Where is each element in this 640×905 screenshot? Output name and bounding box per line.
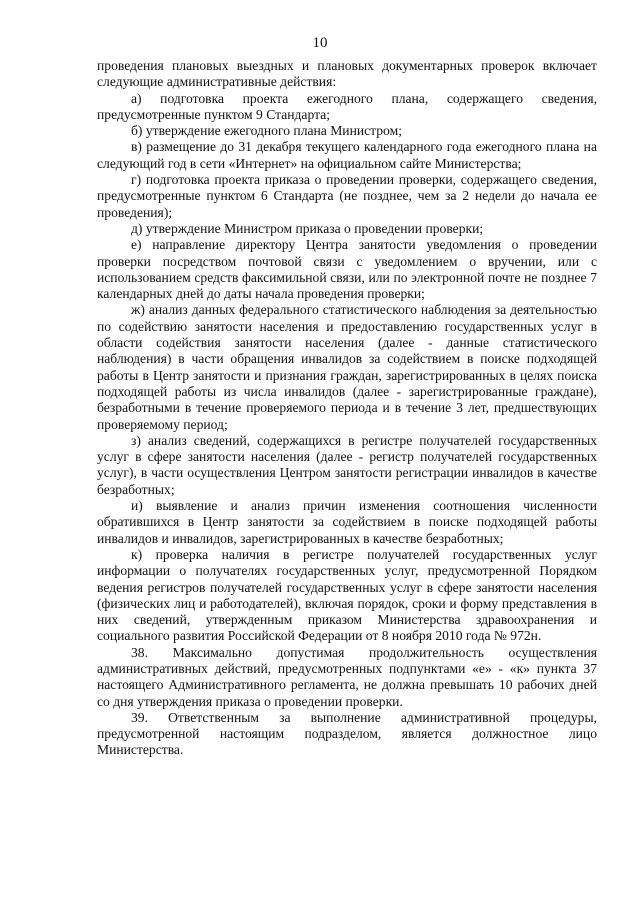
paragraph-item-b: б) утверждение ежегодного плана Министром; xyxy=(131,123,402,139)
paragraph-39: 39. Ответственным за выполнение административной процедуры, предусмотренной настоящим подразделом, является должностное лицо Министерства. xyxy=(97,709,597,758)
paragraph-item-a: а) подготовка проекта ежегодного плана, содержащего сведения, предусмотренные пунктом 9 Стандарта; xyxy=(97,90,597,122)
document-body xyxy=(97,58,597,759)
paragraph-item-v: в) размещение до 31 декабря текущего календарного года ежегодного плана на следующий год в сети «Интернет» на официальном сайте Министерства; xyxy=(97,139,597,171)
paragraph-intro-continuation: проведения плановых выездных и плановых документарных проверок включает следующие административные действия: xyxy=(97,58,597,90)
paragraph-item-i: и) выявление и анализ причин изменения соотношения численности обратившихся в Центр занятости за содействием в поиске подходящей работы инвалидов и инвалидов, зарегистрированных в качестве безработных; xyxy=(97,498,597,546)
paragraph-item-k: к) проверка наличия в регистре получателей государственных услуг информации о получателях государственных услуг, предусмотренной Порядком ведения регистров получателей государственных услуг в сфере занятости населения (физических лиц и работодателей), включая порядок, сроки и форму представления в них сведений, утвержденным приказом Министерства здравоохранения и социального развития Российской Федерации от 8 ноября 2010 года № 972н. xyxy=(97,546,597,644)
paragraph-item-g: г) подготовка проекта приказа о проведении проверки, содержащего сведения, предусмотренные пунктом 6 Стандарта (не позднее, чем за 2 недели до начала ее проведения); xyxy=(97,172,597,220)
paragraph-item-zh: ж) анализ данных федерального статистического наблюдения за деятельностью по содействию занятости населения и предоставлению государственных услуг в области содействия занятости населения (далее - данные статистического наблюдения) в части обращения инвалидов за содействием в поиске подходящей работы в Центр занятости и признания граждан, зарегистрированных в целях поиска подходящей работы из числа инвалидов (далее - зарегистрированные граждане), безработными в течение проверяемого периода и в течение 3 лет, предшествующих проверяемому период; xyxy=(97,302,597,432)
page-number: 10 xyxy=(312,35,328,51)
paragraph-38: 38. Максимально допустимая продолжительность осуществления административных действий, предусмотренных подпунктами «е» - «к» пункта 37 настоящего Административного регламента, не должна превышать 10 рабочих дней со дня утверждения приказа о проведении проверки. xyxy=(97,644,597,709)
paragraph-item-e: е) направление директору Центра занятости уведомления о проведении проверки посредством почтовой связи с уведомлением о вручении, или с использованием средств факсимильной связи, или по электронной почте не позднее 7 календарных дней до даты начала проведения проверки; xyxy=(97,237,597,302)
paragraph-item-z: з) анализ сведений, содержащихся в регистре получателей государственных услуг в сфере занятости населения (далее - регистр получателей государственных услуг), в части осуществления Центром занятости регистрации инвалидов в качестве безработных; xyxy=(97,432,597,497)
paragraph-item-d: д) утверждение Министром приказа о проведении проверки; xyxy=(131,220,484,236)
